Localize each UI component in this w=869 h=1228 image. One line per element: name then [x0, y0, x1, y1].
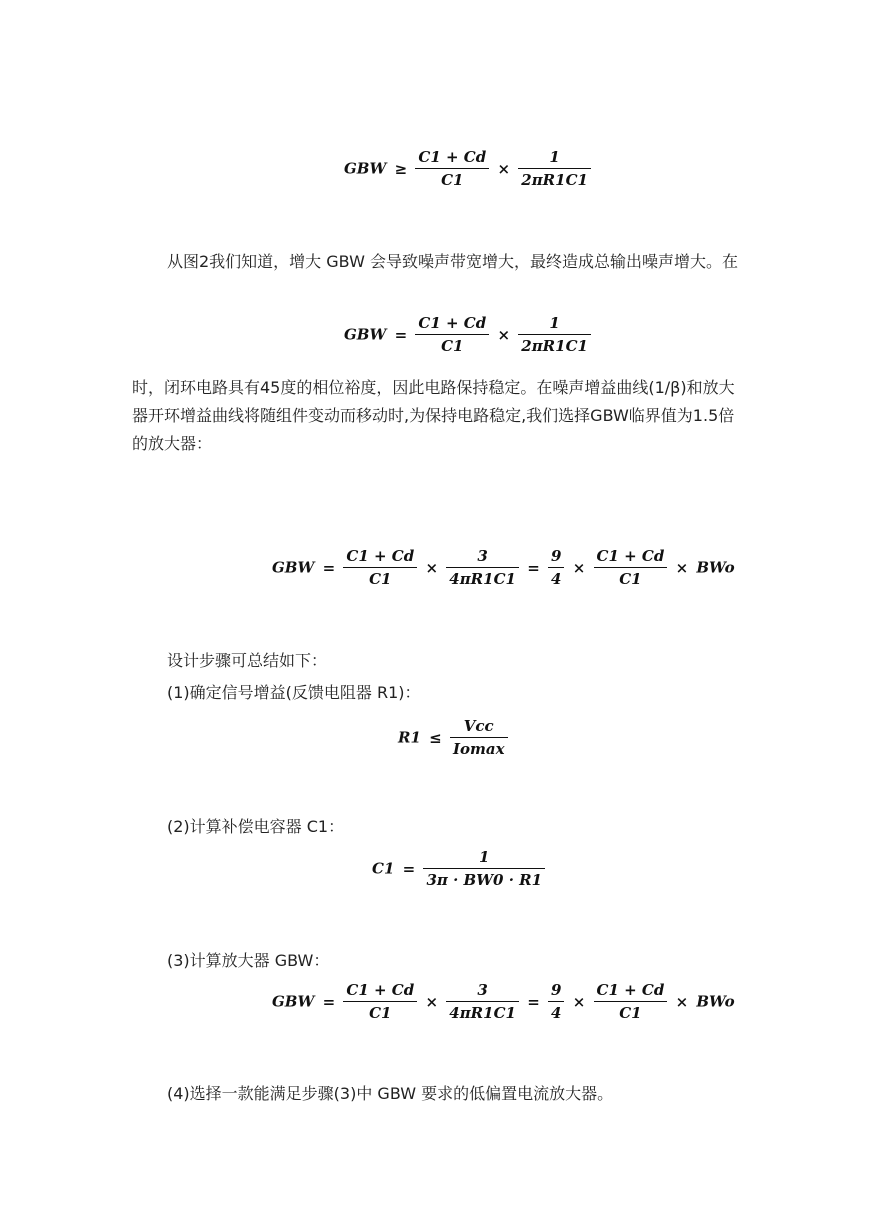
equation-gbw-step3 — [272, 981, 735, 1022]
eq6-lhs: GBW — [272, 992, 315, 1011]
eq4-frac — [450, 717, 508, 758]
eq5-den: 3π · BW0 · R1 — [426, 871, 543, 889]
paragraph-noise: 从图2我们知道，增大 GBW 会导致噪声带宽增大，最终造成总输出噪声增大。在 — [167, 252, 738, 271]
eq2-frac2-den: 2πR1C1 — [521, 337, 588, 355]
equation-gbw-min — [344, 148, 591, 189]
eq1-times: × — [497, 159, 511, 178]
equation-gbw-critical — [344, 314, 591, 355]
eq6-frac1-num: C1 + Cd — [343, 981, 417, 1002]
eq3-times: × — [425, 558, 439, 577]
eq6-frac3-num: 9 — [548, 981, 564, 1002]
eq2-frac1 — [415, 314, 489, 355]
eq4-den: Iomax — [452, 740, 505, 758]
eq2-frac1-num: C1 + Cd — [415, 314, 489, 335]
eq6-frac4-num: C1 + Cd — [594, 981, 668, 1002]
eq3-frac3-den: 4 — [551, 570, 562, 588]
eq5-lhs: C1 — [372, 859, 395, 878]
eq1-frac1-num: C1 + Cd — [415, 148, 489, 169]
eq1-frac1-den: C1 — [441, 171, 464, 189]
step-4: (4)选择一款能满足步骤(3)中 GBW 要求的低偏置电流放大器。 — [167, 1084, 614, 1103]
eq3-rel: = — [322, 558, 336, 577]
eq4-rel: ≤ — [429, 728, 442, 747]
eq3-frac4 — [594, 547, 668, 588]
eq2-frac1-den: C1 — [441, 337, 464, 355]
eq6-frac2-den: 4πR1C1 — [449, 1004, 516, 1022]
eq3-frac1-den: C1 — [369, 570, 392, 588]
eq3-times3: × — [675, 558, 689, 577]
eq6-frac3 — [548, 981, 564, 1022]
eq4-lhs: R1 — [398, 728, 421, 747]
eq6-frac4-den: C1 — [619, 1004, 642, 1022]
eq1-frac1 — [415, 148, 489, 189]
eq2-frac2 — [518, 314, 591, 355]
eq6-frac2-num: 3 — [446, 981, 519, 1002]
eq2-rel: = — [394, 325, 408, 344]
eq3-frac2-num: 3 — [446, 547, 519, 568]
eq6-times3: × — [675, 992, 689, 1011]
eq2-frac2-num: 1 — [518, 314, 591, 335]
equation-gbw-design — [272, 547, 735, 588]
eq2-lhs: GBW — [344, 325, 387, 344]
equation-c1 — [372, 848, 545, 889]
eq6-rel: = — [322, 992, 336, 1011]
eq1-frac2-den: 2πR1C1 — [521, 171, 588, 189]
steps-intro: 设计步骤可总结如下： — [167, 651, 328, 670]
eq6-times2: × — [572, 992, 586, 1011]
eq6-frac1 — [343, 981, 417, 1022]
eq2-times: × — [497, 325, 511, 344]
eq3-frac1-num: C1 + Cd — [343, 547, 417, 568]
eq3-lhs: GBW — [272, 558, 315, 577]
step-3: (3)计算放大器 GBW： — [167, 951, 330, 970]
eq5-rel: = — [402, 859, 416, 878]
eq5-num: 1 — [423, 848, 545, 869]
step-2: (2)计算补偿电容器 C1： — [167, 817, 345, 836]
eq6-frac1-den: C1 — [369, 1004, 392, 1022]
eq6-frac3-den: 4 — [551, 1004, 562, 1022]
eq3-frac1 — [343, 547, 417, 588]
eq3-frac4-den: C1 — [619, 570, 642, 588]
eq3-frac2 — [446, 547, 519, 588]
eq4-num: Vcc — [450, 717, 508, 738]
eq6-frac2 — [446, 981, 519, 1022]
eq1-rel: ≥ — [394, 159, 408, 178]
eq6-rel2: = — [527, 992, 540, 1011]
eq3-frac4-num: C1 + Cd — [594, 547, 668, 568]
eq5-frac — [423, 848, 545, 889]
eq1-frac2-num: 1 — [518, 148, 591, 169]
paragraph-stability: 时，闭环电路具有45度的相位裕度，因此电路保持稳定。在噪声增益曲线(1/β)和放大器开环增益曲线将随组件变动而移动时,为保持电路稳定,我们选择GBW临界值为1.5倍的放大器： — [132, 378, 735, 453]
eq3-frac2-den: 4πR1C1 — [449, 570, 516, 588]
eq1-frac2 — [518, 148, 591, 189]
eq3-frac3-num: 9 — [548, 547, 564, 568]
eq3-rel2: = — [527, 558, 540, 577]
equation-r1 — [398, 717, 508, 758]
eq3-frac3 — [548, 547, 564, 588]
step-1: (1)确定信号增益(反馈电阻器 R1)： — [167, 683, 421, 702]
eq6-tail: BWo — [696, 992, 735, 1011]
eq6-frac4 — [594, 981, 668, 1022]
eq3-tail: BWo — [696, 558, 735, 577]
eq1-lhs: GBW — [344, 159, 387, 178]
eq3-times2: × — [572, 558, 586, 577]
eq6-times: × — [425, 992, 439, 1011]
